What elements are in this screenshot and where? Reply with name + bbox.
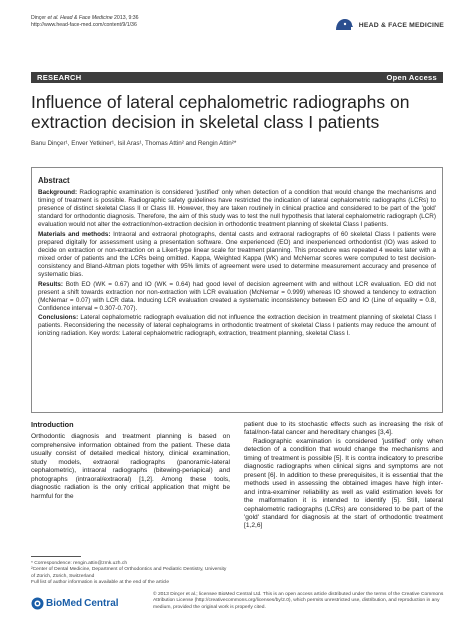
results-text: Both EO (WK = 0.67) and IO (WK = 0.64) had good level of decision agreement with and without LCR evaluation. EO did not present a shift towards extraction nor non-extraction with LCR evaluation (McNemar = 0.999) whereas IO showed a tendency to extraction (McNemar = 0.07) with LCR data. Inducing LCR evaluation created a systematic inconsistency between EO and IO (Line of equality = 0.8, Confidence interval = 0.307-0.707). [38,280,436,312]
biomed-central-icon [31,597,44,610]
open-access-label: Open Access [386,73,437,82]
background-text: Radiographic examination is considered 'justified' only when detection of a condition that would change the mechanisms and timing of treatment is possible. Radiographic safety guidelines have restricted the indication of lateral cephalometric radiographs (LCRs) to presence of distinct skeletal Class II or Class III. However, they are taken routinely in clinical practice and considered to be part of the 'gold' standard for orthodontic diagnosis. Therefore, the aim of this study was to test the null hypothesis that lateral cephalometric radiograph (LCR) evaluation would not alter the extraction/non-extraction decision in orthodontic treatment planning of skeletal Class I patients. [38,189,436,229]
introduction-paragraph-continued: patient due to its stochastic effects such as increasing the risk of fatal/non-fatal cancer and hereditary changes [3,4]. [244,421,443,437]
biomed-central-logo [31,597,119,610]
citation-prefix: Dinçer [31,15,48,21]
methods-label: Materials and methods: [38,230,111,238]
biomed-word: BioMed [46,598,83,609]
copyright-notice: © 2013 Dinçer et al.; licensee BioMed Central Ltd. This is an open access article distributed under the terms of the Creative Commons Attribution License (http://creativecommons.org/licenses/by/2.0), which permits unrestricted use, distribution, and reproduction in any medium, provided the original work is properly cited. [153,592,444,610]
abstract-background [38,189,436,229]
footnote-divider [31,556,81,557]
article-type-banner [31,72,443,83]
body-column-left [31,421,230,501]
journal-citation [31,15,139,29]
full-list-note: Full list of author information is available at the end of the article [31,579,170,585]
article-type: RESEARCH [37,73,82,82]
conclusions-label: Conclusions: [38,314,79,322]
body-column-right [244,421,443,531]
journal-logo [333,18,444,32]
journal-url[interactable]: http://www.head-face-med.com/content/9/1/36 [31,22,137,28]
abstract-heading: Abstract [38,176,70,185]
results-label: Results: [38,280,64,288]
affiliation-note: ²Center of Dental Medicine, Department of Orthodontics and Pediatric Dentistry, University of Zürich, Zürich, Switzerland [31,567,227,579]
abstract-conclusions [38,314,436,338]
article-title: Influence of lateral cephalometric radiographs on extraction decision in skeletal class I patients [31,92,410,132]
central-word: Central [84,598,119,609]
abstract-results [38,281,436,313]
introduction-paragraph-2: Radiographic examination is considered 'justified' only when detection of a condition that would change the mechanisms and timing of treatment is possible [5]. It is contra indicatory to prescribe diagnostic radiographs when clinical signs and symptoms are not present [6]. In addition to these prerequisites, it is essential that the methods used in assessing the obtained images have high inter- and intra-examiner reliability as well as valid estimation levels for the malformation it is intended to identify [5]. Still, lateral cephalometric radiographs (LCRs) are considered to be part of the 'gold' standard for diagnosis at the start of orthodontic treatment [1,2,6] [244,437,443,530]
background-label: Background: [38,189,78,196]
footnotes [31,556,227,586]
citation-journal: et al. Head & Face Medicine [47,15,113,21]
introduction-heading: Introduction [31,420,74,429]
citation-suffix: 2013, 9:36 [112,15,139,21]
face-profile-icon [333,18,355,32]
author-list: Banu Dinçer¹, Enver Yetkiner¹, Isil Aras¹, Thomas Attin² and Rengin Attin²* [31,140,237,147]
conclusions-text: Lateral cephalometric radiograph evaluation did not influence the extraction decision in treatment planning of skeletal Class I patients. Reconsidering the necessity of lateral cephalograms in orthodontic treatment of skeletal Class I patients may reduce the amount of ionizing radiation. Key words: Lateral cephalometric radiograph, extraction, treatment planning, skeletal Class I. [38,314,436,338]
introduction-paragraph: Orthodontic diagnosis and treatment planning is based on comprehensive information obtained from the patient. These data usually consist of detailed medical history, clinical examination, study models, extraoral radiographs (panoramic-lateral cephalometric), intraoral radiographs (bitewing-periapical) and photographs (intraoral/extraoral) [1,2]. Among these tools, diagnostic radiation is the only critical application that might be harmful for the [31,433,230,500]
abstract-methods [38,231,436,279]
abstract-box [31,167,443,413]
journal-logo-text: HEAD & FACE MEDICINE [358,21,444,29]
correspondence-note: * Correspondence: rengin.attin@zmk.uzh.ch [31,561,128,566]
methods-text: Intraoral and extraoral photographs, dental casts and extraoral radiographs of 60 skeletal Class I patients were prepared digitally for assessment using a presentation software. One experienced (EO) and inexperienced orthodontist (IO) was asked to decide on extraction or non-extraction on a Likert-type linear scale for treatment planning. This procedure was repeated 4 weeks later with a mixed order of patients and the LCRs being omitted. Kappa, Weighted Kappa (WK) and McNemar scores were computed to test decision-consistency and Bland-Altman plots together with 95% limits of agreement were used to determine measurement accuracy and presence of systematic bias. [38,230,436,278]
